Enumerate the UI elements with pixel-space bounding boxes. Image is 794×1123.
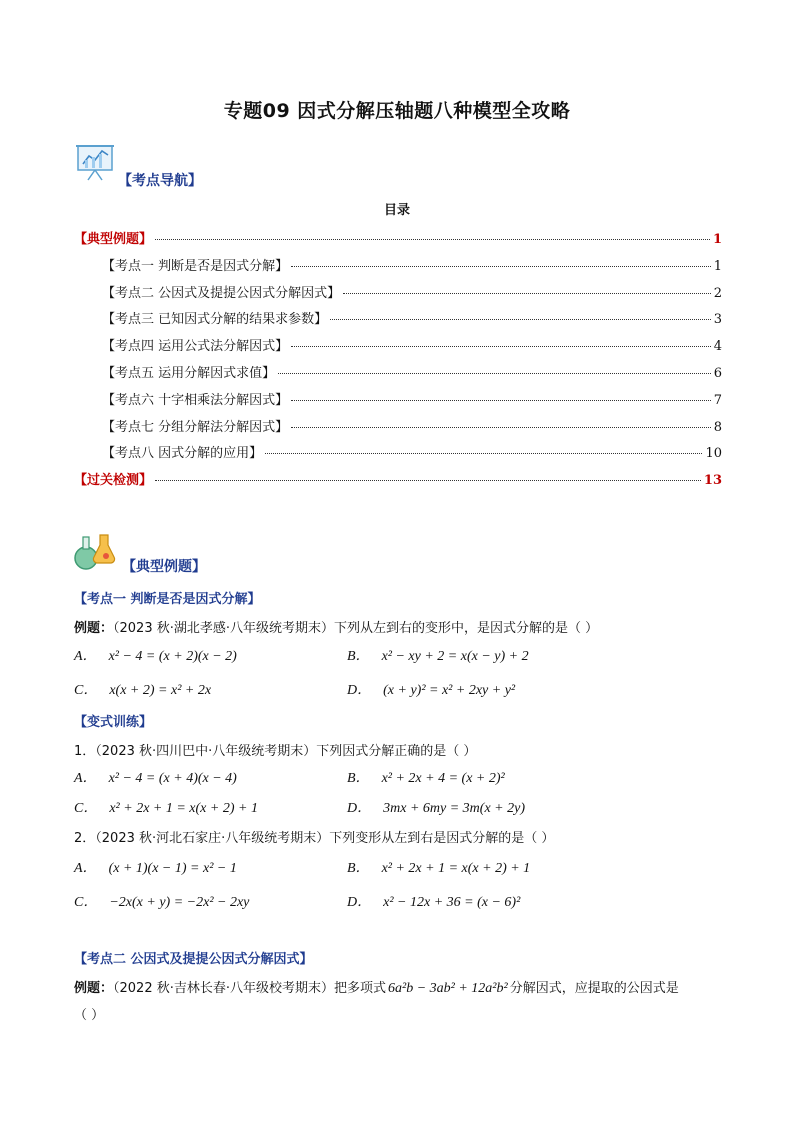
k1-option-c[interactable]: C． x(x + 2) = x² + 2x [74,683,212,698]
toc-item-k5[interactable]: 【考点五 运用分解因式求值】 6 [102,365,722,381]
k2-heading: 【考点二 公因式及提提公因式分解因式】 [74,952,313,967]
practice-heading: 【变式训练】 [74,715,153,730]
q1-option-d[interactable]: D． 3mx + 6my = 3m(x + 2y) [347,801,525,816]
toc-item-examples[interactable]: 【典型例题】 1 [74,232,722,247]
flask-icon [72,527,118,577]
toc-item-k1[interactable]: 【考点一 判断是否是因式分解】 1 [102,258,722,274]
k2-example-blank: （ ） [74,1008,105,1023]
k1-option-d[interactable]: D． (x + y)² = x² + 2xy + y² [347,683,516,698]
toc-item-k3[interactable]: 【考点三 已知因式分解的结果求参数】 3 [102,312,722,328]
q2-option-c[interactable]: C． −2x(x + y) = −2x² − 2xy [74,895,250,910]
q1-option-b[interactable]: B． x² + 2x + 4 = (x + 2)² [347,771,505,786]
k1-heading: 【考点一 判断是否是因式分解】 [74,592,261,607]
toc-item-k7[interactable]: 【考点七 分组分解法分解因式】 8 [102,419,722,435]
k2-example: 例题：（2022 秋·吉林长春·八年级校考期末）把多项式 6a²b − 3ab² + 12a²b² 分解因式，应提取的公因式是 [74,981,679,996]
q2-option-a[interactable]: A． (x + 1)(x − 1) = x² − 1 [74,861,237,876]
q2-text: 2．（2023 秋·河北石家庄·八年级统考期末）下列变形从左到右是因式分解的是（ ） [74,831,555,846]
toc-item-k8[interactable]: 【考点八 因式分解的应用】 10 [102,446,722,462]
toc-item-k4[interactable]: 【考点四 运用公式法分解因式】 4 [102,339,722,355]
page-title: 专题09 因式分解压轴题八种模型全攻略 [223,100,571,122]
k1-option-a[interactable]: A． x² − 4 = (x + 2)(x − 2) [74,649,237,664]
toc-item-k2[interactable]: 【考点二 公因式及提提公因式分解因式】 2 [102,285,722,301]
q1-text: 1．（2023 秋·四川巴中·八年级统考期末）下列因式分解正确的是（ ） [74,744,477,759]
chart-board-icon [74,140,118,188]
toc-list [74,228,722,496]
q2-option-d[interactable]: D． x² − 12x + 36 = (x − 6)² [347,895,521,910]
toc-item-review[interactable]: 【过关检测】 13 [74,473,722,489]
k1-example: 例题：（2023 秋·湖北孝感·八年级统考期末）下列从左到右的变形中，是因式分解的是（ ） [74,621,599,636]
q1-option-c[interactable]: C． x² + 2x + 1 = x(x + 2) + 1 [74,801,258,816]
q1-option-a[interactable]: A． x² − 4 = (x + 4)(x − 4) [74,771,237,786]
nav-heading: 【考点导航】 [118,173,202,189]
q2-option-b[interactable]: B． x² + 2x + 1 = x(x + 2) + 1 [347,861,531,876]
section-heading: 【典型例题】 [122,559,206,575]
toc-item-k6[interactable]: 【考点六 十字相乘法分解因式】 7 [102,392,722,408]
k1-option-b[interactable]: B． x² − xy + 2 = x(x − y) + 2 [347,649,529,664]
toc-heading: 目录 [383,203,410,218]
